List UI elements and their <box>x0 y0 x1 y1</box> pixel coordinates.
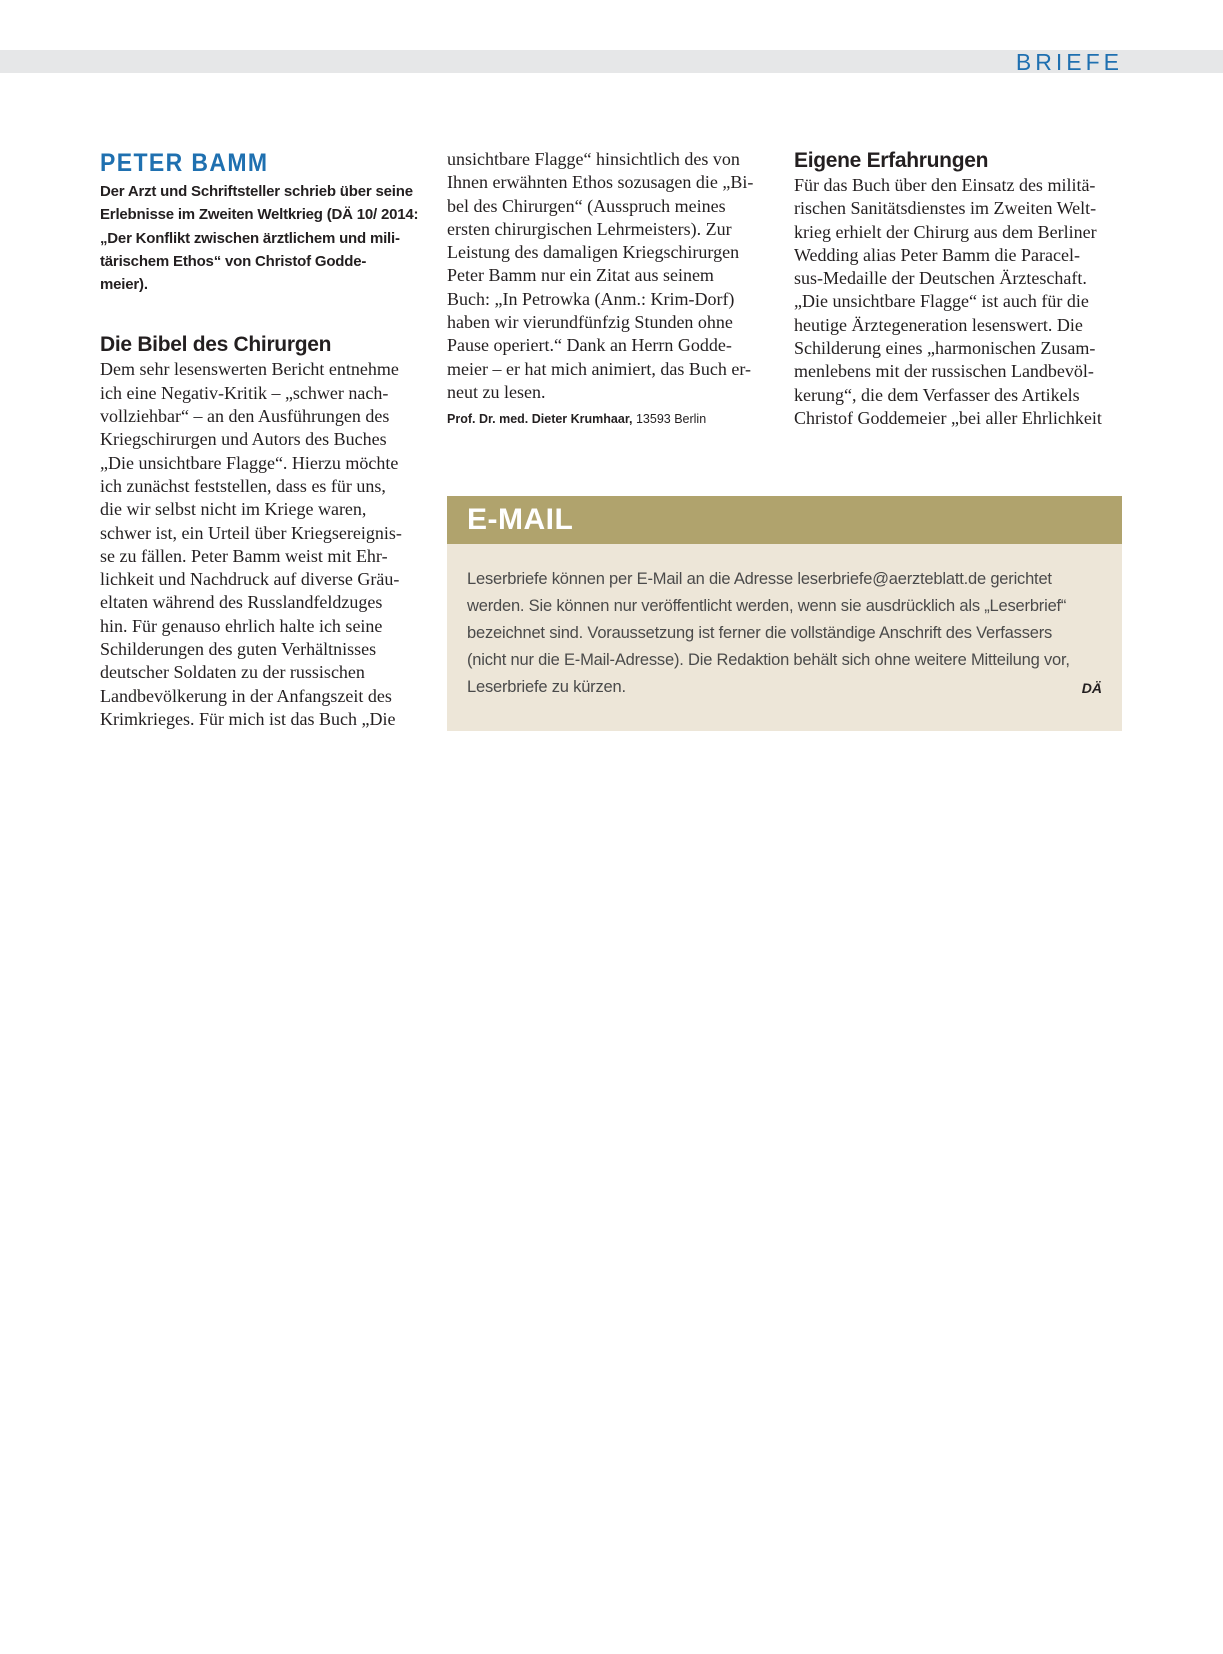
signature-place: 13593 Berlin <box>632 412 707 427</box>
letter-body-continued: unsichtbare Flagge“ hinsichtlich des von Ihnen erwähnten Ethos sozusagen die „Bi- bel des Chirurgen“ (Ausspruch meines ersten chirurgischen Lehrmeisters). Zur Leistung des damaligen Kriegschirurgen Peter Bamm nur ein Zitat aus seinem Buch: „In Petrowka (Anm.: Krim-Dorf) haben wir vierundfünfzig Stunden ohne Pause operiert.“ Dank an Herrn Godde- meier – er hat mich animiert, das Buch er- neut zu lesen. <box>447 149 754 402</box>
article-intro: Der Arzt und Schriftsteller schrieb über seine Erlebnisse im Zweiten Weltkrieg (DÄ 10/ 2014: „Der Konflikt zwischen ärztlichem und mili- tärischem Ethos“ von Christof Godde- meier). <box>100 183 419 294</box>
column-3 <box>794 148 1124 430</box>
section-label: BRIEFE <box>1015 49 1123 75</box>
info-box-text: Leserbriefe können per E-Mail an die Adresse leserbriefe@aerzteblatt.de gerichtet werden. Sie können nur veröffentlicht werden, wenn sie ausdrücklich als „Leserbrief“ bezeichnet sind. Voraussetzung ist ferner die vollständige Anschrift des Verfassers (nicht nur die E-Mail-Adresse). Die Redaktion behält sich ohne weitere Mitteilung vor, Leserbriefe zu kürzen. <box>467 570 1070 696</box>
letter-headline: Die Bibel des Chirurgen <box>100 333 332 357</box>
letter-body: Dem sehr lesenswerten Bericht entnehme ich eine Negativ-Kritik – „schwer nach- vollziehbar“ – an den Ausführungen des Kriegschirurgen und Autors des Buches „Die unsichtbare Flagge“. Hierzu möchte ich zunächst feststellen, dass es für uns, die wir selbst nicht im Kriege waren, schwer ist, ein Urteil über Kriegsereignis- se zu fällen. Peter Bamm weist mit Ehr- lichkeit und Nachdruck auf diverse Gräu- eltaten während des Russlandfeldzuges hin. Für genauso ehrlich halte ich seine Schilderungen des guten Verhältnisses deutscher Soldaten zu der russischen Landbevölkerung in der Anfangszeit des Krimkrieges. Für mich ist das Buch „Die <box>100 359 402 729</box>
info-box-signature: DÄ <box>1081 680 1102 696</box>
signature-name: Prof. Dr. med. Dieter Krumhaar, <box>447 412 633 427</box>
info-box-title: E-MAIL <box>447 496 1122 544</box>
letter-headline-2: Eigene Erfahrungen <box>794 149 989 172</box>
column-1 <box>100 148 425 731</box>
letter-body-2: Für das Buch über den Einsatz des militä- rischen Sanitätsdienstes im Zweiten Welt- krieg erhielt der Chirurg aus dem Berliner Wedding alias Peter Bamm die Paracel- sus-Medaille der Deutschen Ärzteschaft. „Die unsichtbare Flagge“ ist auch für die heutige Ärztegeneration lesenswert. Die Schilderung eines „harmonischen Zusam- menlebens mit der russischen Landbevöl- kerung“, die dem Verfasser des Artikels Christof Goddemeier „bei aller Ehrlichkeit <box>794 175 1102 428</box>
email-info-box <box>447 496 1122 731</box>
column-2 <box>447 148 772 428</box>
letter-signature <box>447 410 772 428</box>
article-kicker: PETER BAMM <box>100 149 269 177</box>
